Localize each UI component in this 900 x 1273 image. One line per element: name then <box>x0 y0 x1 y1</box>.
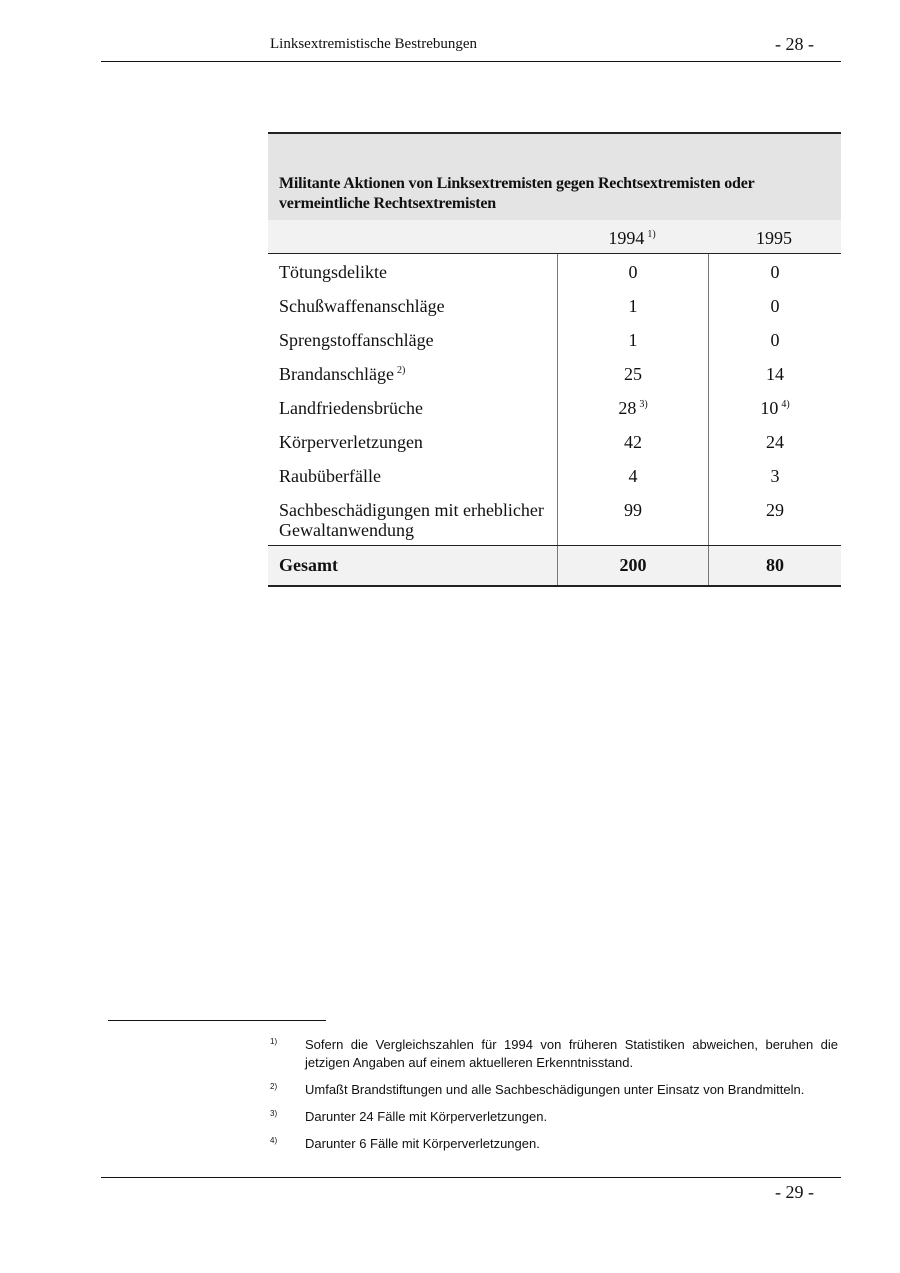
value-text: 4 <box>628 466 638 486</box>
value-1994 <box>557 254 708 288</box>
footnote-separator <box>108 1020 326 1021</box>
year-label: 1994 <box>608 228 645 248</box>
footnote-text: Darunter 24 Fälle mit Körperverletzungen. <box>305 1109 548 1124</box>
footnote-text: Sofern die Vergleichszahlen für 1994 von früheren Statistiken abweichen, beruhen die jetzigen Angaben auf einem aktuelleren Erkenntnisstand. <box>305 1037 838 1070</box>
row-label <box>268 356 557 390</box>
footnote-ref: 3) <box>639 399 648 410</box>
value-text: 25 <box>624 364 642 384</box>
statistics-table <box>268 132 841 587</box>
footnote <box>270 1135 838 1153</box>
row-label <box>268 492 557 545</box>
value-text: 24 <box>766 432 784 452</box>
value-text: 42 <box>624 432 642 452</box>
value-text: 28 <box>618 398 637 418</box>
value-text: 14 <box>766 364 784 384</box>
table-row <box>268 356 841 390</box>
value-text: 1 <box>628 330 638 350</box>
value-1995 <box>708 254 841 288</box>
value-1994 <box>557 424 708 458</box>
row-label-text: Körperverletzungen <box>279 432 423 452</box>
value-text: 0 <box>770 330 780 350</box>
footnote-ref: 1) <box>647 229 656 240</box>
footnotes <box>270 1036 838 1162</box>
value-1995 <box>708 322 841 356</box>
value-1994 <box>557 288 708 322</box>
table-row <box>268 390 841 424</box>
footnote-ref: 4) <box>781 399 790 410</box>
row-label-text: Raubüberfälle <box>279 466 381 486</box>
value-1994 <box>557 458 708 492</box>
footnote-mark: 1) <box>270 1037 278 1046</box>
footnote-mark: 2) <box>270 1082 278 1091</box>
value-1995 <box>708 458 841 492</box>
value-text: 0 <box>770 262 780 282</box>
value-1994 <box>557 492 708 545</box>
value-text: 99 <box>624 500 642 520</box>
total-1995: 80 <box>708 546 841 585</box>
value-1995 <box>708 424 841 458</box>
footnote-mark: 3) <box>270 1109 278 1118</box>
year-1994-header <box>557 220 707 253</box>
row-label-text: Brandanschläge <box>279 364 394 384</box>
footnote-text: Umfaßt Brandstiftungen und alle Sachbeschädigungen unter Einsatz von Brandmitteln. <box>305 1082 805 1097</box>
footnote-mark: 4) <box>270 1136 278 1145</box>
footnote-ref: 2) <box>396 365 406 376</box>
running-header-title: Linksextremistische Bestrebungen <box>270 36 478 52</box>
footnote <box>270 1108 838 1126</box>
row-label-text: Landfriedensbrüche <box>279 398 423 418</box>
row-label <box>268 458 557 492</box>
year-1995-header <box>707 220 841 253</box>
value-1994 <box>557 356 708 390</box>
total-1994: 200 <box>557 546 708 585</box>
row-label <box>268 322 557 356</box>
table-row <box>268 458 841 492</box>
table-row <box>268 254 841 288</box>
value-1995 <box>708 288 841 322</box>
header-rule <box>101 61 841 62</box>
value-text: 29 <box>766 500 784 520</box>
footnote-text: Darunter 6 Fälle mit Körperverletzungen. <box>305 1136 540 1151</box>
row-label <box>268 424 557 458</box>
value-text: 1 <box>628 296 638 316</box>
year-label: 1995 <box>756 228 792 248</box>
footnote <box>270 1036 838 1072</box>
row-label-text: Schußwaffenanschläge <box>279 296 445 316</box>
value-1995 <box>708 492 841 545</box>
row-label <box>268 390 557 424</box>
table-title: Militante Aktionen von Linksextremisten gegen Rechtsextremisten oder vermeintliche Rechtsextremisten <box>268 134 841 220</box>
total-label: Gesamt <box>279 555 338 575</box>
table-row <box>268 288 841 322</box>
value-text: 0 <box>628 262 638 282</box>
table-row <box>268 322 841 356</box>
footnote <box>270 1081 838 1099</box>
table-row <box>268 492 841 545</box>
header-page-number: - 28 - <box>775 34 814 54</box>
value-text: 0 <box>770 296 780 316</box>
value-text: 3 <box>770 466 780 486</box>
row-label <box>268 288 557 322</box>
value-1995 <box>708 390 841 424</box>
row-label <box>268 254 557 288</box>
total-row <box>268 545 841 587</box>
header-empty-cell <box>268 220 557 253</box>
row-label-text: Sprengstoffanschläge <box>279 330 434 350</box>
row-label-text: Tötungsdelikte <box>279 262 387 282</box>
value-1994 <box>557 390 708 424</box>
value-1995 <box>708 356 841 390</box>
table-body <box>268 254 841 545</box>
table-row <box>268 424 841 458</box>
row-label-text: Sachbeschädigungen mit erheblicher Gewaltanwendung <box>279 500 544 540</box>
footer-rule <box>101 1177 841 1178</box>
value-1994 <box>557 322 708 356</box>
footer-page-number: - 29 - <box>775 1182 814 1202</box>
year-header-row <box>268 220 841 254</box>
value-text: 10 <box>760 398 779 418</box>
